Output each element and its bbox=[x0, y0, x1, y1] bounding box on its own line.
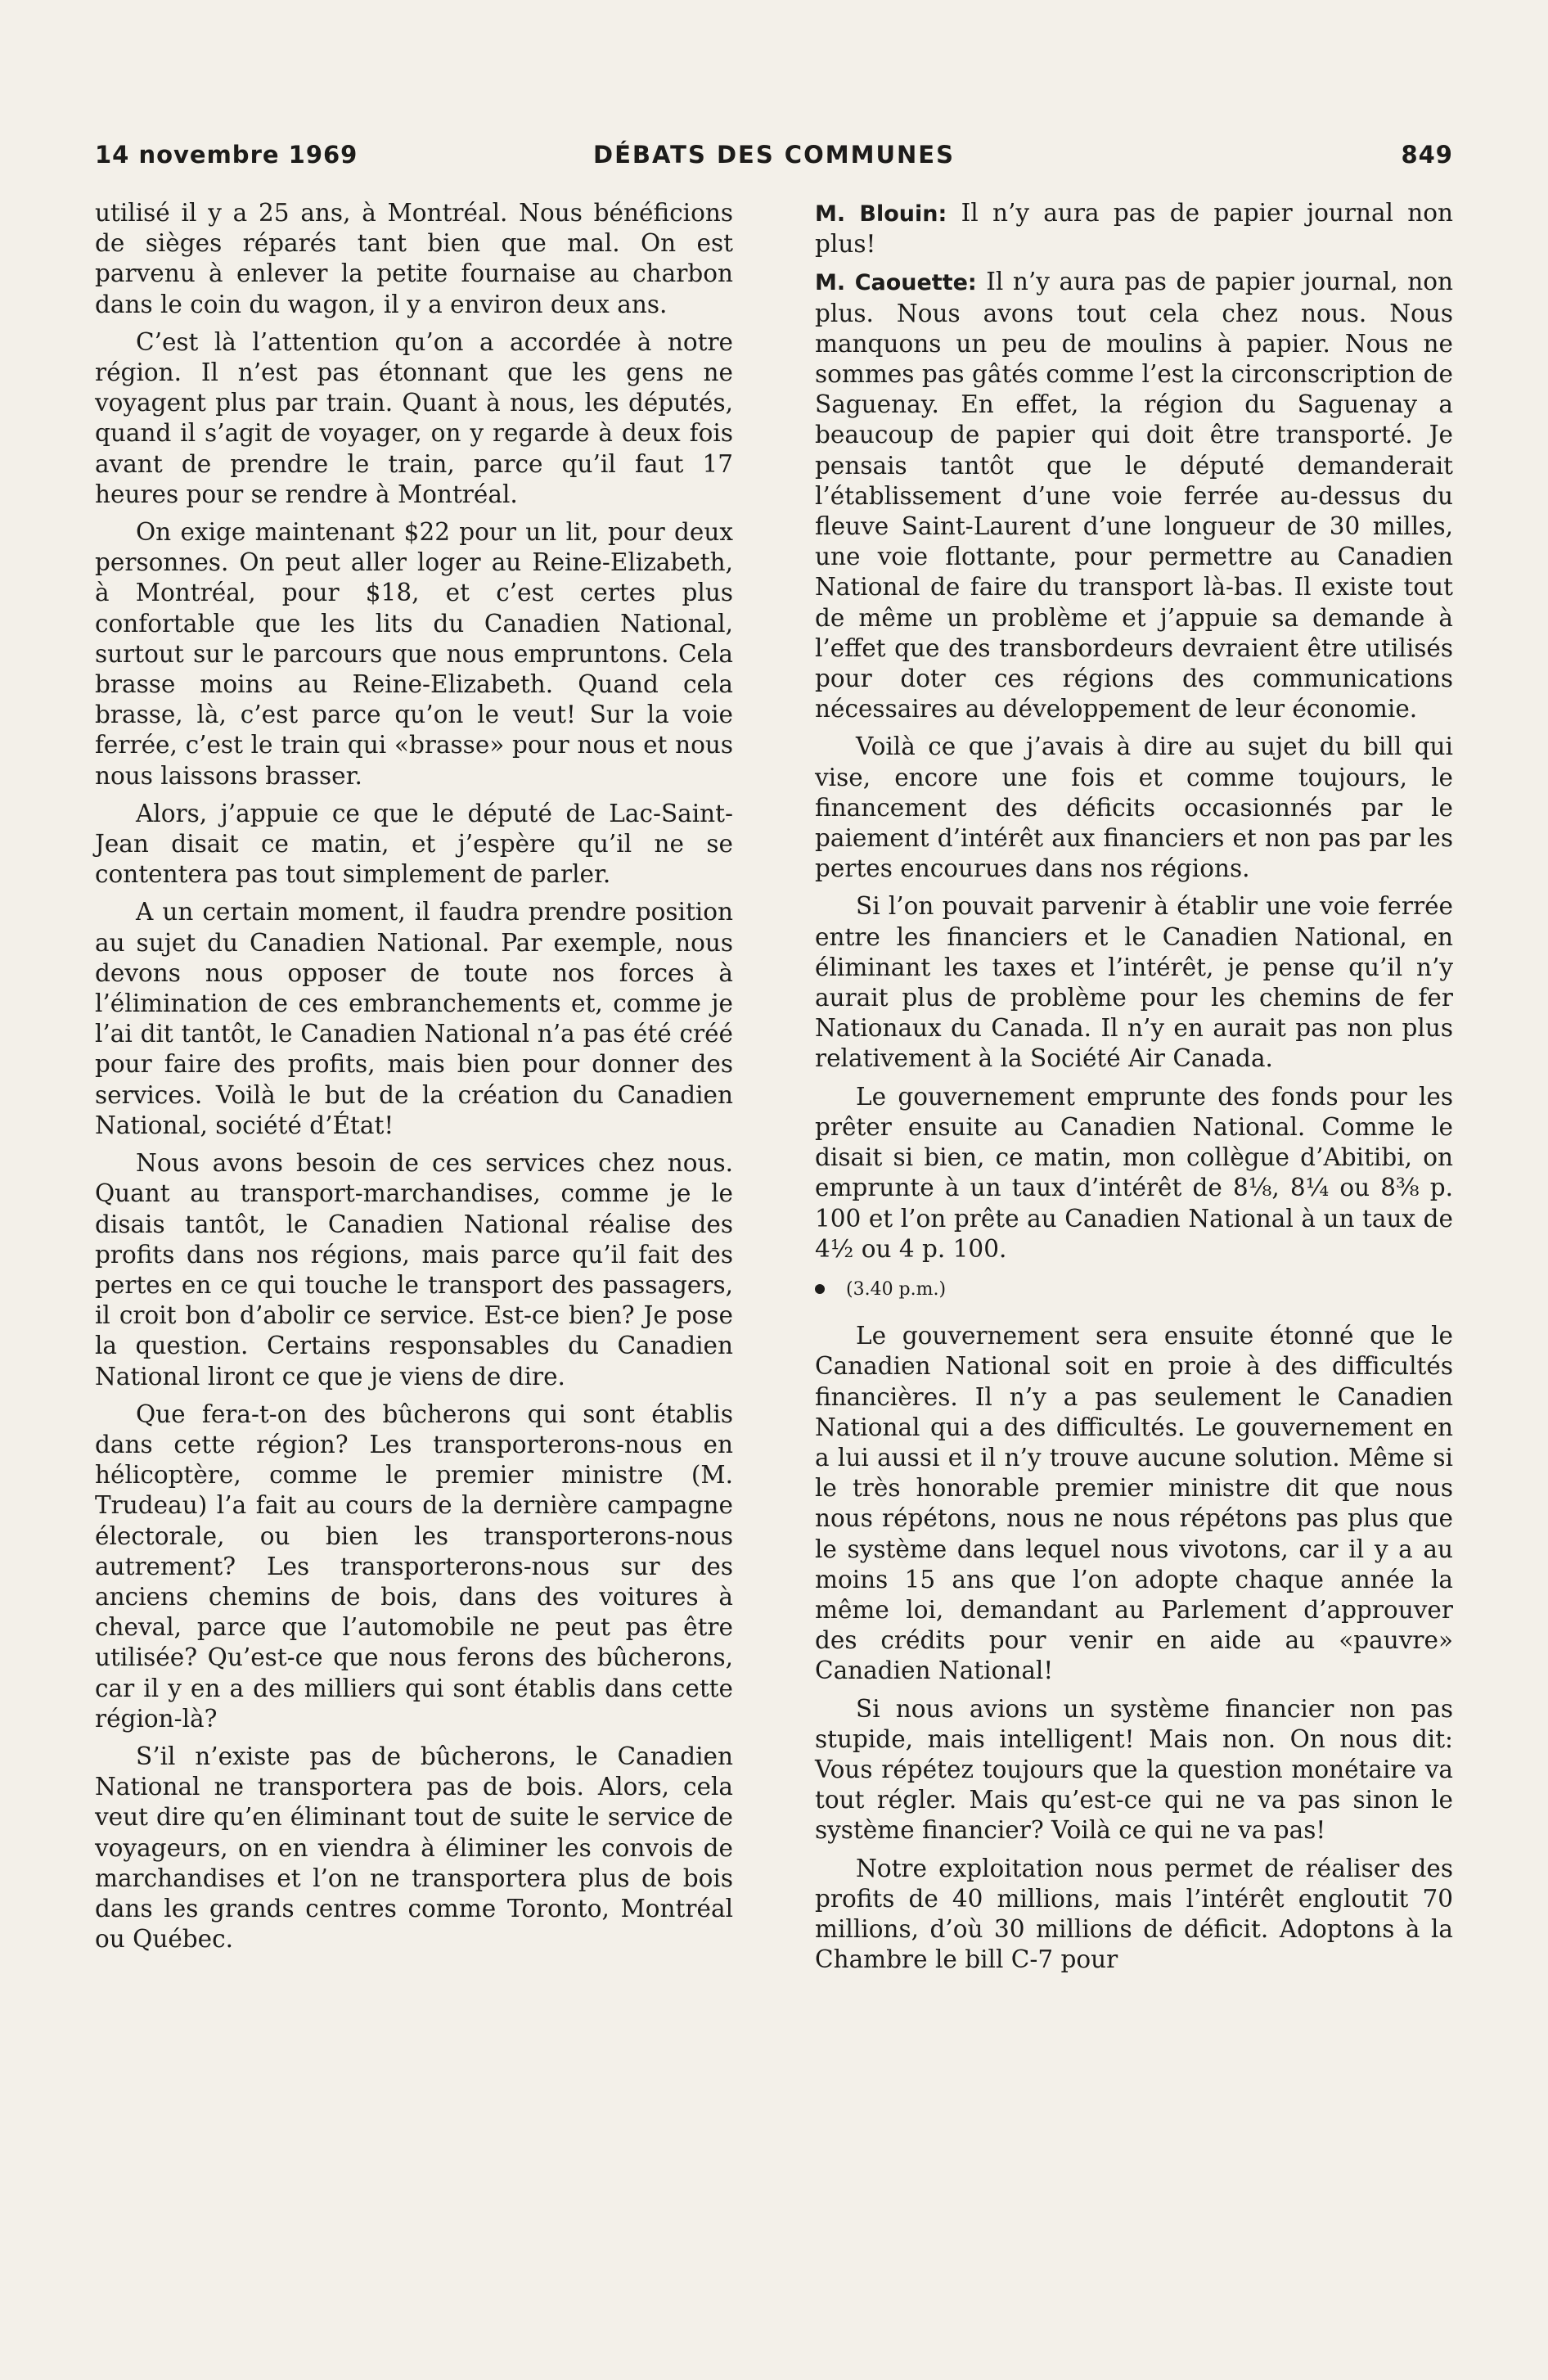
page-number: 849 bbox=[1401, 141, 1453, 169]
paragraph: Voilà ce que j’avais à dire au sujet du bill qui vise, encore une fois et comme toujours, le financement des déficits occasionnés par le paiement d’intérêt aux financiers et non pas par les pertes encourues dans nos régions. bbox=[815, 732, 1453, 883]
paragraph: Le gouvernement emprunte des fonds pour les prêter ensuite au Canadien National. Comme le disait si bien, ce matin, mon collègue d’Abitibi, on emprunte à un taux d’intérêt de 8⅛, 8¼ ou 8⅜ p. 100 et l’on prête au Canadien National à un taux de 4½ ou 4 p. 100. bbox=[815, 1082, 1453, 1263]
header-title: DÉBATS DES COMMUNES bbox=[593, 141, 955, 169]
paragraph: On exige maintenant $22 pour un lit, pour deux personnes. On peut aller loger au Reine-Elizabeth, à Montréal, pour $18, et c’est certes plus confortable que les lits du Canadien National, surtout sur le parcours que nous empruntons. Cela brasse moins au Reine-Elizabeth. Quand cela brasse, là, c’est parce qu’on le veut! Sur la voie ferrée, c’est le train qui «brasse» pour nous et nous nous laissons brasser. bbox=[95, 518, 733, 790]
paragraph: Nous avons besoin de ces services chez nous. Quant au transport-marchandises, comme je le disais tantôt, le Canadien National réalise des profits dans nos régions, mais parce qu’il fait des pertes en ce qui touche le transport des passagers, il croit bon d’abolir ce service. Est-ce bien? Je pose la question. Certains responsables du Canadien National liront ce que je viens de dire. bbox=[95, 1149, 733, 1391]
bullet-icon bbox=[815, 1284, 825, 1294]
right-column bbox=[815, 198, 1453, 1982]
speech-text: Il n’y aura pas de papier journal, non plus. Nous avons tout cela chez nous. Nous manquons un peu de moulins à papier. Nous ne sommes pas gâtés comme l’est la circonscription de Saguenay. En effet, la région du Saguenay a beaucoup de papier qui doit être transporté. Je pensais tantôt que le député demanderait l’établissement d’une voie ferrée au-dessus du fleuve Saint-Laurent d’une longueur de 30 milles, une voie flottante, pour permettre au Canadien National de faire du transport là-bas. Il existe tout de même un problème et j’appuie sa demande à l’effet que des transbordeurs devraient être utilisés pour doter ces régions des communications nécessaires au développement de leur économie. bbox=[815, 268, 1453, 723]
paragraph: Si nous avions un système financier non pas stupide, mais intelligent! Mais non. On nous dit: Vous répétez toujours que la question monétaire va tout régler. Mais qu’est-ce qui ne va pas sinon le système financier? Voilà ce qui ne va pas! bbox=[815, 1694, 1453, 1845]
page-header bbox=[95, 141, 1453, 174]
time-marker bbox=[815, 1274, 1453, 1305]
timestamp: (3.40 p.m.) bbox=[846, 1278, 947, 1300]
speech-caouette bbox=[815, 267, 1453, 724]
left-column bbox=[95, 198, 733, 1962]
speech-text: Il n’y aura pas de papier journal non plus! bbox=[815, 199, 1454, 259]
paragraph: utilisé il y a 25 ans, à Montréal. Nous bénéficions de sièges réparés tant bien que mal. On est parvenu à enlever la petite fournaise au charbon dans le coin du wagon, il y a environ deux ans. bbox=[95, 199, 733, 318]
paragraph: Alors, j’appuie ce que le député de Lac-Saint-Jean disait ce matin, et j’espère qu’il ne se contentera pas tout simplement de parler. bbox=[95, 799, 733, 889]
paragraph: Notre exploitation nous permet de réaliser des profits de 40 millions, mais l’intérêt engloutit 70 millions, d’où 30 millions de déficit. Adoptons à la Chambre le bill C-7 pour bbox=[815, 1854, 1453, 1974]
paragraph: S’il n’existe pas de bûcherons, le Canadien National ne transportera pas de bois. Alors, cela veut dire qu’en éliminant tout de suite le service de voyageurs, on en viendra à éliminer les convois de marchandises et l’on ne transportera plus de bois dans les grands centres comme Toronto, Montréal ou Québec. bbox=[95, 1742, 733, 1954]
speaker-name: M. Blouin: bbox=[815, 201, 947, 227]
paragraph: A un certain moment, il faudra prendre position au sujet du Canadien National. Par exemple, nous devons nous opposer de toute nos forces à l’élimination de ces embranchements et, comme je l’ai dit tantôt, le Canadien National n’a pas été créé pour faire des profits, mais bien pour donner des services. Voilà le but de la création du Canadien National, société d’État! bbox=[95, 898, 733, 1139]
paragraph: Le gouvernement sera ensuite étonné que le Canadien National soit en proie à des difficultés financières. Il n’y a pas seulement le Canadien National qui a des difficultés. Le gouvernement en a lui aussi et il n’y trouve aucune solution. Même si le très honorable premier ministre dit que nous nous répétons, nous ne nous répétons pas plus que le système dans lequel nous vivotons, car il y a au moins 15 ans que l’on adopte chaque année la même loi, demandant au Parlement d’approuver des crédits pour venir en aide au «pauvre» Canadien National! bbox=[815, 1322, 1453, 1685]
speaker-name: M. Caouette: bbox=[815, 270, 977, 296]
paragraph: C’est là l’attention qu’on a accordée à notre région. Il n’est pas étonnant que les gens ne voyagent plus par train. Quant à nous, les députés, quand il s’agit de voyager, on y regarde à deux fois avant de prendre le train, parce qu’il faut 17 heures pour se rendre à Montréal. bbox=[95, 327, 733, 508]
paragraph: Si l’on pouvait parvenir à établir une voie ferrée entre les financiers et le Canadien National, en éliminant les taxes et l’intérêt, je pense qu’il n’y aurait plus de problème pour les chemins de fer Nationaux du Canada. Il n’y en aurait pas non plus relativement à la Société Air Canada. bbox=[815, 892, 1453, 1073]
header-date: 14 novembre 1969 bbox=[95, 141, 358, 169]
speech-blouin bbox=[815, 198, 1453, 259]
paragraph: Que fera-t-on des bûcherons qui sont établis dans cette région? Les transporterons-nous en hélicoptère, comme le premier ministre (M. Trudeau) l’a fait au cours de la dernière campagne électorale, ou bien les transporterons-nous autrement? Les transporterons-nous sur des anciens chemins de bois, dans des voitures à cheval, parce que l’automobile ne peut pas être utilisée? Qu’est-ce que nous ferons des bûcherons, car il y en a des milliers qui sont établis dans cette région-là? bbox=[95, 1400, 733, 1733]
